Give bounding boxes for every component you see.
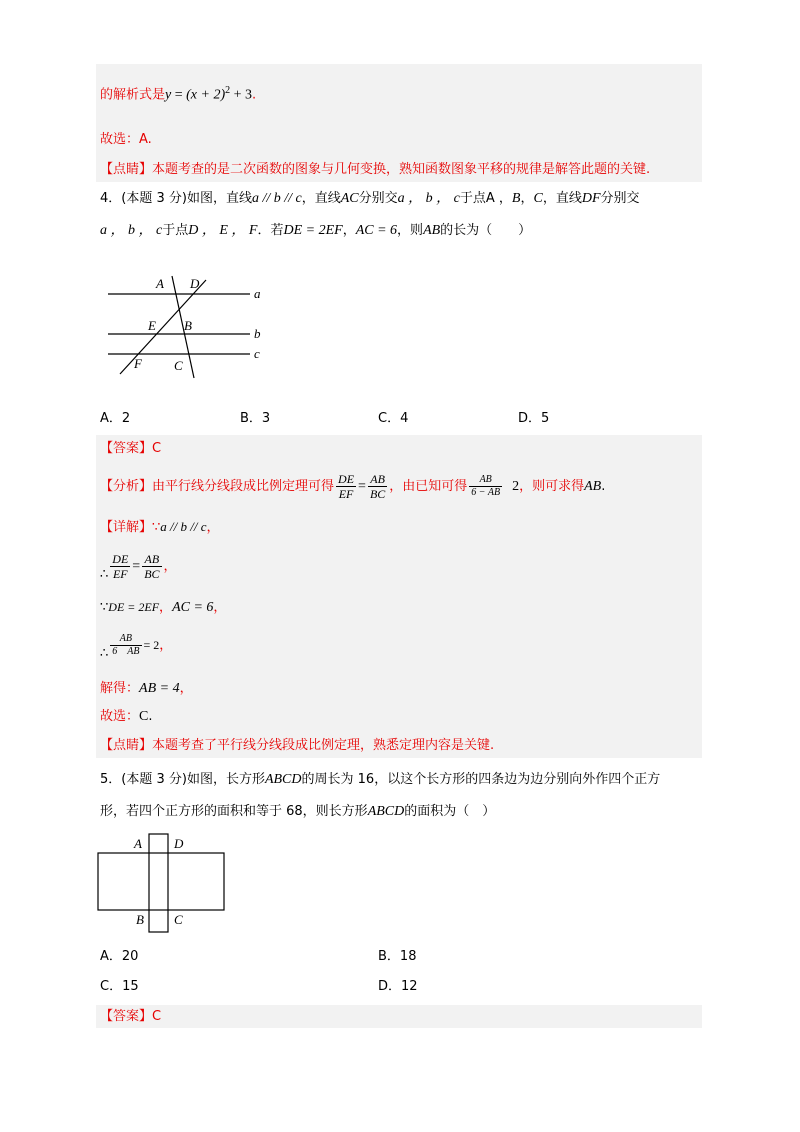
q4-l1e: ， — [520, 191, 534, 206]
q4-l1-abc: a ， b ， c — [397, 191, 460, 206]
q4-option-d[interactable]: D．5 — [518, 411, 550, 426]
frac-ab2-den: 6 − AB — [471, 487, 501, 498]
q5-l2b: 的面积为（ ） — [404, 804, 496, 819]
q5-answer — [100, 1008, 161, 1026]
q4-l1-B: B — [511, 191, 521, 206]
solve-tail: ， — [179, 681, 193, 696]
step3-cond2: AC = 6 — [172, 600, 214, 615]
frac-ab-bc — [368, 472, 387, 501]
q5-answer-value: C — [152, 1009, 162, 1024]
step3-mid: ， — [159, 600, 173, 615]
formula-paren: (x + 2) — [186, 87, 226, 103]
label-A: A — [134, 836, 142, 851]
q4-l1-C: C — [533, 191, 543, 206]
q4-l1-ac: AC — [340, 191, 359, 206]
horizontal-rect — [98, 853, 224, 910]
q4-choose — [100, 708, 153, 726]
frac-de-ef — [336, 472, 356, 501]
q4-l2e: 的长为（ ） — [440, 223, 532, 238]
q4-l2c: ， — [342, 223, 356, 238]
q5-l1b: 的周长为 16，以这个长方形的四条边为边分别向外作四个正方 — [301, 772, 661, 787]
q5-line1 — [100, 771, 660, 789]
frac-ab-6 — [469, 474, 502, 499]
analysis-end: . — [601, 479, 606, 494]
q5-option-b[interactable]: B．18 — [378, 949, 417, 964]
q4-line2 — [100, 222, 531, 240]
label-E: E — [148, 318, 156, 333]
q4-l2b: ．若 — [257, 223, 284, 238]
answer-tag: 【答案】 — [100, 441, 153, 456]
label-B: B — [184, 318, 192, 333]
q4-analysis — [100, 470, 605, 504]
label-C: C — [174, 912, 183, 927]
q4-l1-df: DF — [581, 191, 601, 206]
label-B: B — [136, 912, 144, 927]
frac-ab-den: BC — [369, 487, 386, 501]
vertical-rect — [149, 834, 168, 932]
q4-l1g: 分别交 — [600, 191, 640, 206]
analysis-c: ，则可求得 — [519, 479, 585, 494]
step2-ab-num: AB — [142, 552, 161, 567]
solve-expr: AB = 4 — [139, 681, 180, 696]
q4-l2-cond1: DE = 2EF — [283, 223, 343, 238]
q4-option-a[interactable]: A．2 — [100, 411, 131, 426]
q4-l1c: 分别交 — [358, 191, 398, 206]
label-a: a — [254, 286, 261, 301]
q4-answer — [100, 440, 161, 458]
step2-frac-de — [110, 552, 130, 581]
q4-detail — [100, 518, 220, 537]
q5-option-c[interactable]: C．15 — [100, 979, 139, 994]
q4-l2-pts: D ， E ， F — [188, 223, 258, 238]
formula-line — [100, 82, 256, 104]
q5-l1a: 5．(本题 3 分)如图，长方形 — [100, 772, 265, 787]
formula-exp: 2 — [225, 85, 231, 96]
q5-l2-abcd: ABCD — [367, 804, 405, 819]
analysis-two: 2 — [512, 479, 520, 494]
step4-eq: = 2 — [143, 638, 160, 652]
q4-dianjing-tag: 【点睛】 — [100, 738, 153, 753]
step3-tail: ， — [213, 600, 227, 615]
label-D: D — [174, 836, 184, 851]
top-dianjing — [100, 161, 650, 179]
answer-shade-q5 — [96, 1005, 702, 1028]
step4-frac — [110, 633, 141, 658]
q4-l2-ab: AB — [423, 223, 441, 238]
step4-tail: ， — [159, 638, 173, 653]
detail-comma: ， — [206, 520, 220, 535]
frac-de-num: DE — [338, 472, 355, 486]
choose-label: 故选： — [100, 709, 140, 724]
q4-line1 — [100, 190, 640, 208]
q4-dianjing-text: 本题考查了平行线分线段成比例定理，熟悉定理内容是关键. — [152, 738, 495, 753]
answer-value: C — [152, 441, 162, 456]
q4-step4 — [100, 628, 172, 663]
choose-end: . — [148, 709, 153, 724]
detail-because: ∵ — [152, 520, 161, 535]
q5-figure — [90, 832, 240, 937]
frac-de-den: EF — [338, 487, 354, 501]
step2-eq: = — [132, 559, 141, 574]
step4-therefore: ∴ — [100, 646, 109, 661]
label-F: F — [134, 356, 142, 371]
q4-l1d: 于点A ， — [459, 191, 512, 206]
formula-prefix: 的解析式是 — [100, 87, 166, 103]
q4-l2-abc: a ， b ， c — [100, 223, 163, 238]
step2-frac-ab — [142, 552, 161, 581]
q4-l1b: ，直线 — [301, 191, 341, 206]
label-C: C — [174, 358, 183, 373]
step2-de-num: DE — [112, 552, 129, 566]
q4-l1a: 4．(本题 3 分)如图，直线 — [100, 191, 252, 206]
q4-option-b[interactable]: B．3 — [240, 411, 271, 426]
q4-dianjing — [100, 737, 494, 755]
step2-ab-den: BC — [144, 567, 160, 581]
label-c: c — [254, 346, 260, 361]
q5-line2 — [100, 803, 495, 821]
q4-solve — [100, 680, 193, 698]
dianjing-tag: 【点睛】 — [100, 162, 153, 177]
formula-y: y — [165, 87, 172, 103]
q5-l1-abcd: ABCD — [264, 772, 302, 787]
q4-step3 — [100, 598, 226, 617]
q5-option-d[interactable]: D．12 — [378, 979, 418, 994]
frac-ab-num: AB — [368, 472, 387, 487]
step2-de-den: EF — [112, 567, 128, 581]
analysis-a: 由平行线分线段成比例定理可得 — [152, 479, 335, 494]
analysis-ab: AB — [584, 479, 602, 494]
q4-l2-cond2: AC = 6 — [355, 223, 398, 238]
label-b: b — [254, 326, 261, 341]
formula-tail: + 3 — [230, 87, 253, 103]
formula-eq: = — [171, 87, 187, 103]
top-choose: 故选：A. — [100, 132, 152, 147]
solve-label: 解得： — [100, 681, 140, 696]
choose-value: C — [139, 709, 149, 724]
analysis-b: ，由已知可得 — [389, 479, 468, 494]
q4-l2a: 于点 — [162, 223, 189, 238]
analysis-tag: 【分析】 — [100, 479, 153, 494]
frac-ab2-num: AB — [469, 474, 502, 487]
q5-answer-tag: 【答案】 — [100, 1009, 153, 1024]
q5-option-a[interactable]: A．20 — [100, 949, 139, 964]
q4-l1f: ，直线 — [542, 191, 582, 206]
q4-figure — [100, 270, 280, 385]
q4-l2d: ，则 — [397, 223, 424, 238]
step2-tail: ， — [163, 559, 177, 574]
detail-parallel: a // b // c — [160, 519, 207, 534]
label-A: A — [156, 276, 164, 291]
step3-because: ∵ — [100, 600, 109, 615]
analysis-eq: = — [358, 479, 366, 494]
label-D: D — [190, 276, 200, 291]
dianjing-text: 本题考查的是二次函数的图象与几何变换，熟知函数图象平移的规律是解答此题的关键. — [152, 162, 651, 177]
q4-option-c[interactable]: C．4 — [378, 411, 409, 426]
q4-step2 — [100, 550, 177, 584]
q5-l2a: 形，若四个正方形的面积和等于 68，则长方形 — [100, 804, 368, 819]
step4-num: AB — [110, 633, 141, 646]
detail-tag: 【详解】 — [100, 520, 153, 535]
formula-end: . — [252, 87, 257, 103]
step4-den: 6 AB — [112, 646, 140, 657]
step2-therefore: ∴ — [100, 567, 109, 582]
step3-cond1: DE = 2EF — [108, 600, 160, 614]
q4-l1-parallel: a // b // c — [251, 191, 302, 206]
